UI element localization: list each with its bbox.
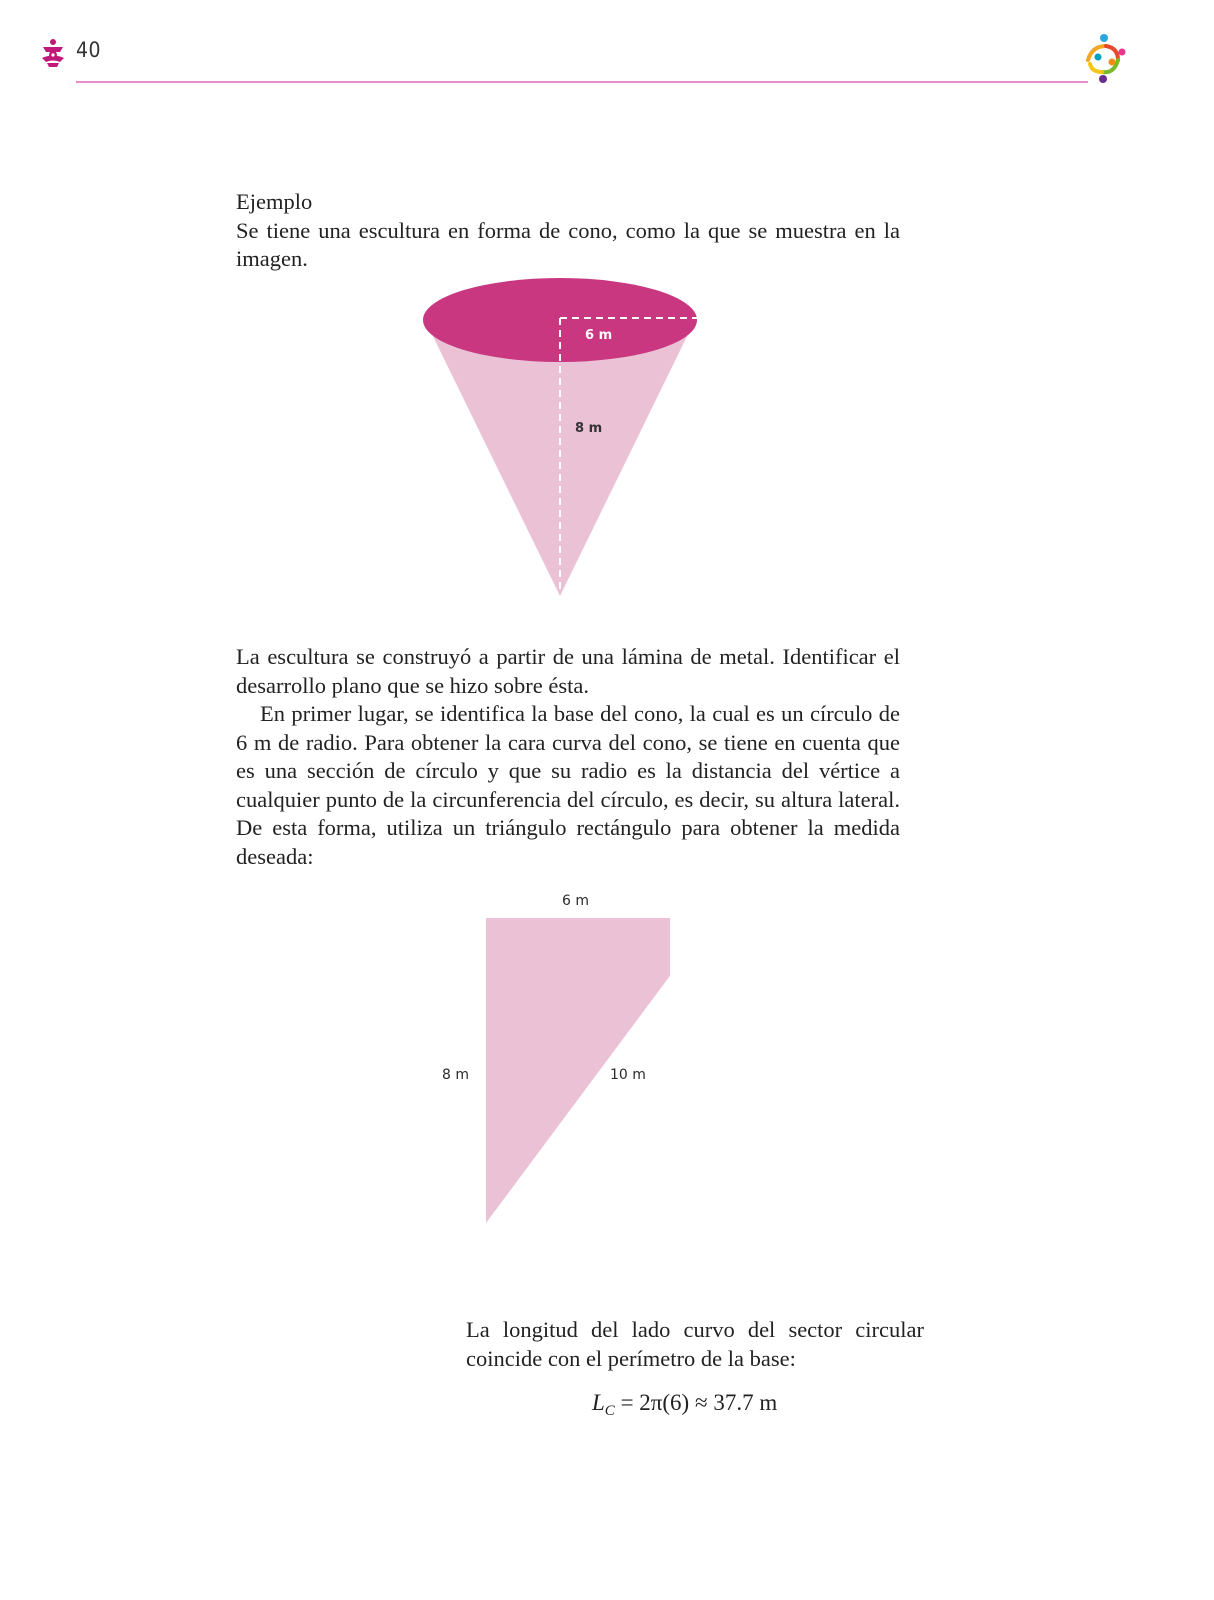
- formula-expression: = 2π(6) ≈ 37.7 m: [614, 1390, 778, 1415]
- header-rule: [76, 81, 1088, 83]
- example-intro: [236, 188, 900, 274]
- triangle-hypotenuse-label: 10 m: [610, 1067, 646, 1083]
- paragraph-3: La longitud del lado curvo del sector circular coincide con el perímetro de la base:: [466, 1317, 924, 1371]
- height-label: 8 m: [575, 421, 603, 436]
- example-title: Ejemplo: [236, 189, 313, 214]
- book-emblem-icon: [40, 38, 66, 68]
- triangle-figure: [430, 890, 670, 1230]
- triangle-left-label: 8 m: [442, 1067, 469, 1083]
- page-number: 40: [76, 38, 102, 62]
- radius-label: 6 m: [585, 328, 613, 343]
- perimeter-formula: [592, 1390, 777, 1420]
- cone-figure: [415, 278, 705, 600]
- explanation: [236, 643, 900, 871]
- conclusion: [466, 1316, 924, 1373]
- formula-subscript: C: [604, 1403, 615, 1419]
- example-statement: Se tiene una escultura en forma de cono, como la que se muestra en la imagen.: [236, 217, 900, 271]
- paragraph-1: La escultura se construyó a partir de una lámina de metal. Identificar el desarrollo plano que se hizo sobre ésta.: [236, 644, 900, 698]
- triangle-top-label: 6 m: [562, 893, 589, 909]
- formula-variable: L: [592, 1390, 605, 1415]
- series-logo-icon: [1078, 32, 1130, 84]
- paragraph-2: En primer lugar, se identifica la base del cono, la cual es un círculo de 6 m de radio. Para obtener la cara curva del cono, se tiene en cuenta que es una sección de círculo y que su radio es la distancia del vértice a cualquier punto de la circunferencia del círculo, es decir, su altura lateral. De esta forma, utiliza un triángulo rectángulo para obtener la medida deseada:: [236, 701, 900, 869]
